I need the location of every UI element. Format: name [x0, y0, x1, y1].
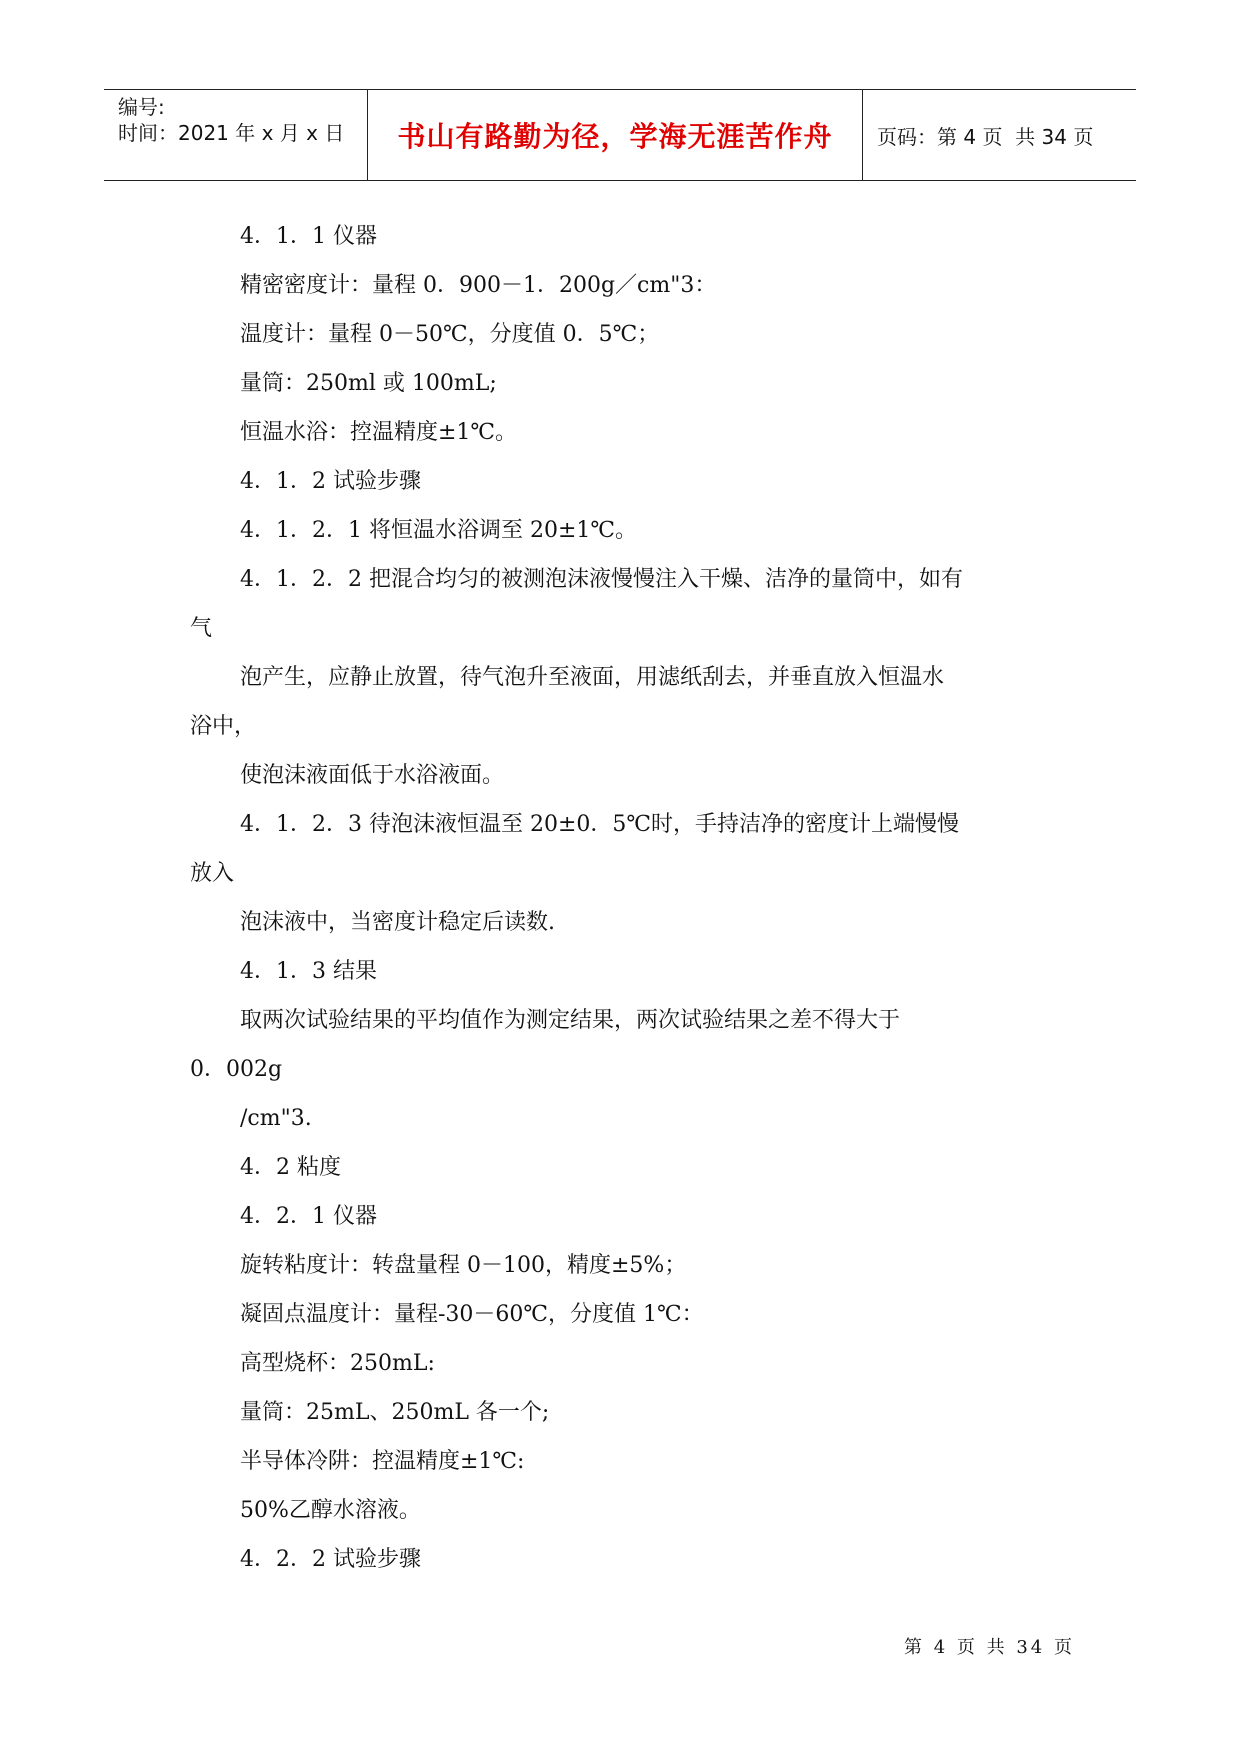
text-line: 使泡沫液面低于水浴液面。 [240, 763, 505, 788]
text-line: 量筒：250ml 或 100mL; [240, 371, 497, 396]
text-line: /cm"3. [240, 1106, 312, 1131]
page-footer: 第 4 页 共 34 页 [904, 1637, 1075, 1658]
text-line: 4．2．1 仪器 [240, 1204, 377, 1229]
text-line: 旋转粘度计：转盘量程 0－100，精度±5%； [240, 1253, 687, 1278]
text-line: 半导体冷阱：控温精度±1℃: [240, 1449, 525, 1474]
header-time-label: 时间：2021 年 x 月 x 日 [118, 121, 345, 145]
text-line: 4．1．1 仪器 [240, 224, 377, 249]
text-line: 气 [190, 616, 213, 641]
text-line: 4．1．2．1 将恒温水浴调至 20±1℃。 [240, 518, 638, 543]
text-line: 放入 [190, 861, 235, 886]
header-page-info [863, 90, 1136, 180]
text-line: 4．1．3 结果 [240, 959, 377, 984]
text-line: 取两次试验结果的平均值作为测定结果，两次试验结果之差不得大于 [240, 1008, 901, 1033]
header-number-label: 编号: [118, 95, 165, 119]
text-line: 温度计：量程 0－50℃，分度值 0．5℃； [240, 322, 660, 347]
text-line: 0．002g [190, 1057, 283, 1082]
text-line: 凝固点温度计：量程-30－60℃，分度值 1℃： [240, 1302, 704, 1327]
header-page-info-text: 页码：第 4 页 共 34 页 [877, 124, 1094, 149]
text-line: 精密密度计：量程 0．900－1．200g／cm"3： [240, 273, 717, 298]
text-line: 高型烧杯：250mL: [240, 1351, 435, 1376]
text-line: 量筒：25mL、250mL 各一个; [240, 1400, 550, 1425]
text-line: 恒温水浴：控温精度±1℃。 [240, 420, 518, 445]
text-line: 泡产生，应静止放置，待气泡升至液面，用滤纸刮去，并垂直放入恒温水 [240, 665, 945, 690]
text-line: 4．1．2 试验步骤 [240, 469, 421, 494]
text-line: 泡沫液中，当密度计稳定后读数. [240, 910, 555, 935]
text-line: 4．2．2 试验步骤 [240, 1547, 421, 1572]
header-motto: 书山有路勤为径，学海无涯苦作舟 [368, 90, 863, 180]
text-line: 4．1．2．3 待泡沫液恒温至 20±0．5℃时，手持洁净的密度计上端慢慢 [240, 812, 960, 837]
document-body [190, 212, 1050, 1584]
text-line: 4．1．2．2 把混合均匀的被测泡沫液慢慢注入干燥、洁净的量筒中，如有 [240, 567, 963, 592]
page-header [104, 89, 1136, 181]
text-line: 50%乙醇水溶液。 [240, 1498, 421, 1523]
header-meta [104, 90, 368, 180]
text-line: 4．2 粘度 [240, 1155, 341, 1180]
text-line: 浴中， [190, 714, 257, 739]
